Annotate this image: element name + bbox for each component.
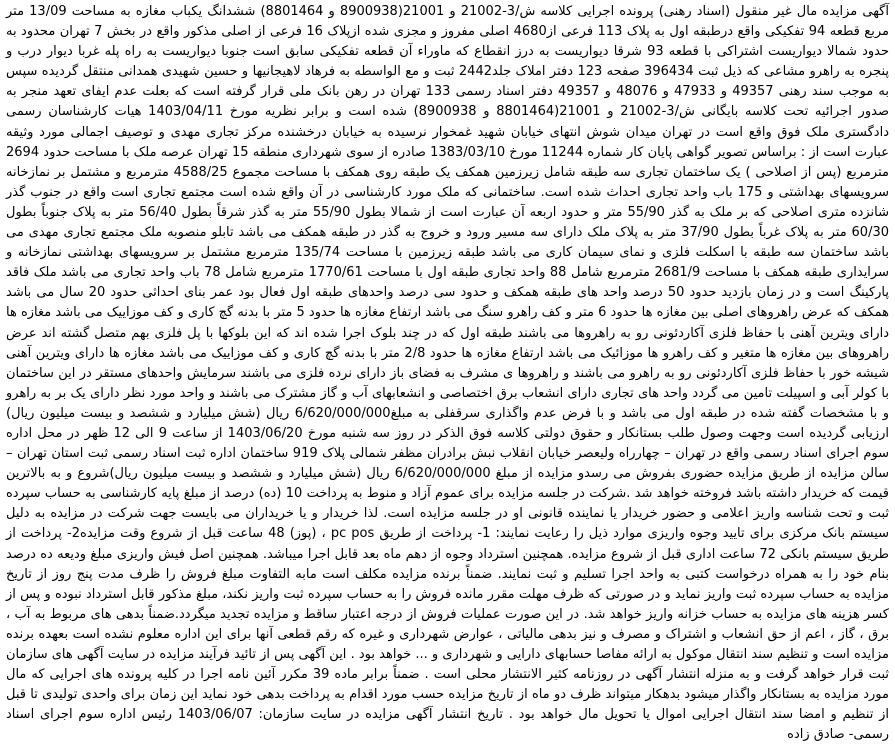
- auction-notice-text: آگهی مزایده مال غیر منقول (اسناد رهنی) پرونده اجرایی کلاسه ش/3-21002 و 21001(8900938 و 8801464) ششدانگ یکباب مغازه به مساحت 13/09 متر مربع قطعه 94 تفکیکی واقع درطبقه اول به پلاک 113 فرعی از4680 اصلی مفروز و مجزی شده ازپلاک 16 فرعی از اصلی مذکور واقع در بخش 7 تهران محدود به حدود شمالا دیواریست اشتراکی با قطعه 93 شرقا دیواریست به درز انقطاع که ماوراء آن قطعه تفکیکی سابق است جنوبا دیواریست به راه پله غربا دیوار درب و پنجره به راهرو مشاعی که ذیل ثبت 396434 صفحه 123 دفتر املاک جلد2442 ثبت و مع الواسطه به فرهاد لاهیجانیها و حسین شهیدی همدانی منتقل گردیده سپس به موجب سند رهنی 49357 و 47933 و 48076 و 49357 دفتر اسناد رسمی 133 تهران در رهن بانک ملی قرار گرفته است که بعلت عدم ایفای تعهد منجر به صدور اجرائیه تحت کلاسه بایگانی ش/3-21002 و 21001(8801464 و 8900938) شده است و برابر نظریه مورخ 1403/04/11 هیات کارشناسان رسمی دادگستری ملک فوق واقع است در تهران میدان شوش انتهای خیابان شهید غمخوار نرسیده به خیابان درخشنده مرکز تجاری مهدی و توصیف اجمالی مورد وثیقه عبارت است از : براساس تصویر گواهی پایان کار شماره 11244 مورخ 1383/03/10 صادره از سوی شهرداری منطقه 15 تهران عرصه ملک با مساحت حدود 2694 مترمربع (پس از اصلاحی ) یک ساختمان تجاری سه طبقه شامل زیرزمین همکف یک طبقه روی همکف با مساحت مجموع 4588/25 مترمربع و مشتمل بر نمازخانه سرویسهای بهداشتی و 175 باب واحد تجاری احداث شده است. ساختمانی که ملک مورد کارشناسی در آن واقع شده است مجتمع تجاری است واقع در جنوب گذر شانزده متری اصلاحی که بر ملک به گذر 55/90 متر و حدود اربعه آن عبارت است از شمالا بطول 55/90 متر به گذر شرقاً بطول 56/40 متر به پلاک جنوباً بطول 60/30 متر به پلاک غرباً بطول 37/90 متر به پلاک ملک دارای سه مسیر ورود و خروج به گذر در طبقه همکف می باشد تابلو منصوبه ملک مجتمع تجاری مهدی می باشد ساختمان سه طبقه با اسکلت فلزی و نمای سیمان کاری می باشد طبقه زیرزمین با مساحت 135/74 مترمربع مشتمل بر سرویسهای بهداشتی نمازخانه و سرایداری طبقه همکف با مساحت 2681/9 مترمربع شامل 88 واحد تجاری طبقه اول با مساحت 1770/61 مترمربع شامل 78 باب واحد تجاری می باشد ملک فاقد پارکینگ است و در زمان بازدید حدود 50 درصد واحد های طبقه همکف و حدود سی درصد واحدهای طبقه اول فعال بود عمر بنای احداثی حدود 20 سال می باشد همکف که عرض راهروهای اصلی بین مغازه ها حدود 6 متر و کف راهرو سنگ می باشد ارتفاع مغازه ها حدود 5 متر با بدنه گچ کاری و کف موزاییک می باشد مغازه ها دارای ویترین آهنی با حفاظ فلزی آکاردئونی رو به راهروها می باشند طبقه اول که در چند بلوک اجرا شده اند که این بلوکها با پل فلزی بهم متصل گشته اند عرض راهروهای بین مغازه ها متغیر و کف راهرو ها موزائیک می باشد ارتفاع مغازه ها حدود 2/8 متر با بدنه گچ کاری و کف موزاییک می باشد مغازه ها دارای ویترین آهنی شیشه خور با حفاظ فلزی آکاردئونی رو به راهرو می باشند و راهروها ی مشرف به فضای باز دارای نرده فلزی می باشند سرمایش واحدهای مستقر در این ساختمان با کولر آبی و اسپیلت تامین می گردد واحد های تجاری دارای انشعاب برق اختصاصی و انشعابهای آب و گاز مشترک می باشند و واحد مورد نظر دارای یک بر به راهرو و با مشخصات گفته شده در طبقه اول می باشد و با فرض عدم واگذاری سرقفلی به مبلغ6/620/000/000 ریال (شش میلیارد و ششصد و بیست میلیون ریال) ارزیابی گردیده است وجهت وصول طلب بستانکار و حقوق دولتی کلاسه فوق الذکر در روز سه شنبه مورخ 1403/06/20 از ساعت 9 الی 12 ظهر در محل اداره سوم اجرای اسناد رسمی واقع در تهران – چهارراه ولیعصر خیابان انقلاب نبش برادران مظفر شمالی پلاک 919 ساختمان اداره ثبت اسناد رسمی ثبت استان تهران – سالن مزایده از طریق مزایده حضوری بفروش می رسدو مزایده از مبلغ 6/620/000/000 ریال (شش میلیارد و ششصد و بیست میلیون ریال)شروع و به بالاترین قیمت که خریدار داشته باشد فروخته خواهد شد .شرکت در جلسه مزایده برای عموم آزاد و منوط به پرداخت 10 (ده) درصد از مبلغ پایه کارشناسی به حساب سپرده ثبت و تحت شناسه واریز اعلامی و حضور خریدار یا نماینده قانونی او در جلسه مزایده است. لذا خریدار و یا خریداران می بایست جهت شرکت در مزایده به دلیل سیستم بانک مرکزی برای تایید وجوه واریزی موارد ذیل را رعایت نمایند: 1- پرداخت از طریق pc pos ، (پوز) 48 ساعت قبل از شروع وقت مزایده2- پرداخت از طریق سیستم بانکی 72 ساعت اداری قبل از شروع مزایده. همچنین استرداد وجوه از دهم ماه بعد قابل اجرا میباشد. همچنین اصل فیش واریزی مبلغ ودیعه ده درصد بنام خود را به همراه درخواست کتبی به واحد اجرا تسلیم و ثبت نمایند. ضمناً برنده مزایده مکلف است مابه التفاوت مبلغ فروش را ظرف مدت پنج روز از تاریخ مزایده به حساب سپرده ثبت واریز نماید و در صورتی که ظرف مهلت مقرر مانده فروش را به حساب سپرده ثبت واریز نکند، مبلغ مذکور قابل استرداد نبوده و پس از کسر هزینه های مزایده به حساب خزانه واریز خواهد شد. در این صورت عملیات فروش از درجه اعتبار ساقط و مزایده تجدید میگردد.ضمناً بدهی های مربوط به آب ، برق ، گاز ، اعم از حق انشعاب و اشتراک و مصرف و نیز بدهی مالیاتی ، عوارض شهرداری و غیره که رقم قطعی آنها برای این اداره معلوم نشده است بعهده برنده مزایده است و تنظیم سند انتقال موکول به ارائه مفاصا حسابهای دارایی و شهرداری و ... خواهد بود . این آگهی پس از تائید فرآیند مزایده در سایت آگهی های سازمان ثبت قرار خواهد گرفت و به منزله انتشار آگهی در روزنامه کثیر الانتشار محلی است . ضمناً برابر ماده 39 مکرر آئین نامه اجرا در کلیه پرونده های اجرایی که مال مورد مزایده به بستانکار واگذار میشود بدهکار میتواند ظرف دو ماه از تاریخ مزایده حسب مورد اقدام به پرداخت بدهی خود نماید این زمان برای واحدی تولیدی تا قبل از تنظیم و امضا سند انتقال اجرایی اموال یا تحویل مال خواهد بود . تاریخ انتشار آگهی مزایده در سایت سازمان: 1403/06/07 رئیس اداره سوم اجرای اسناد رسمی- صادق زاده: [6, 4, 890, 743]
